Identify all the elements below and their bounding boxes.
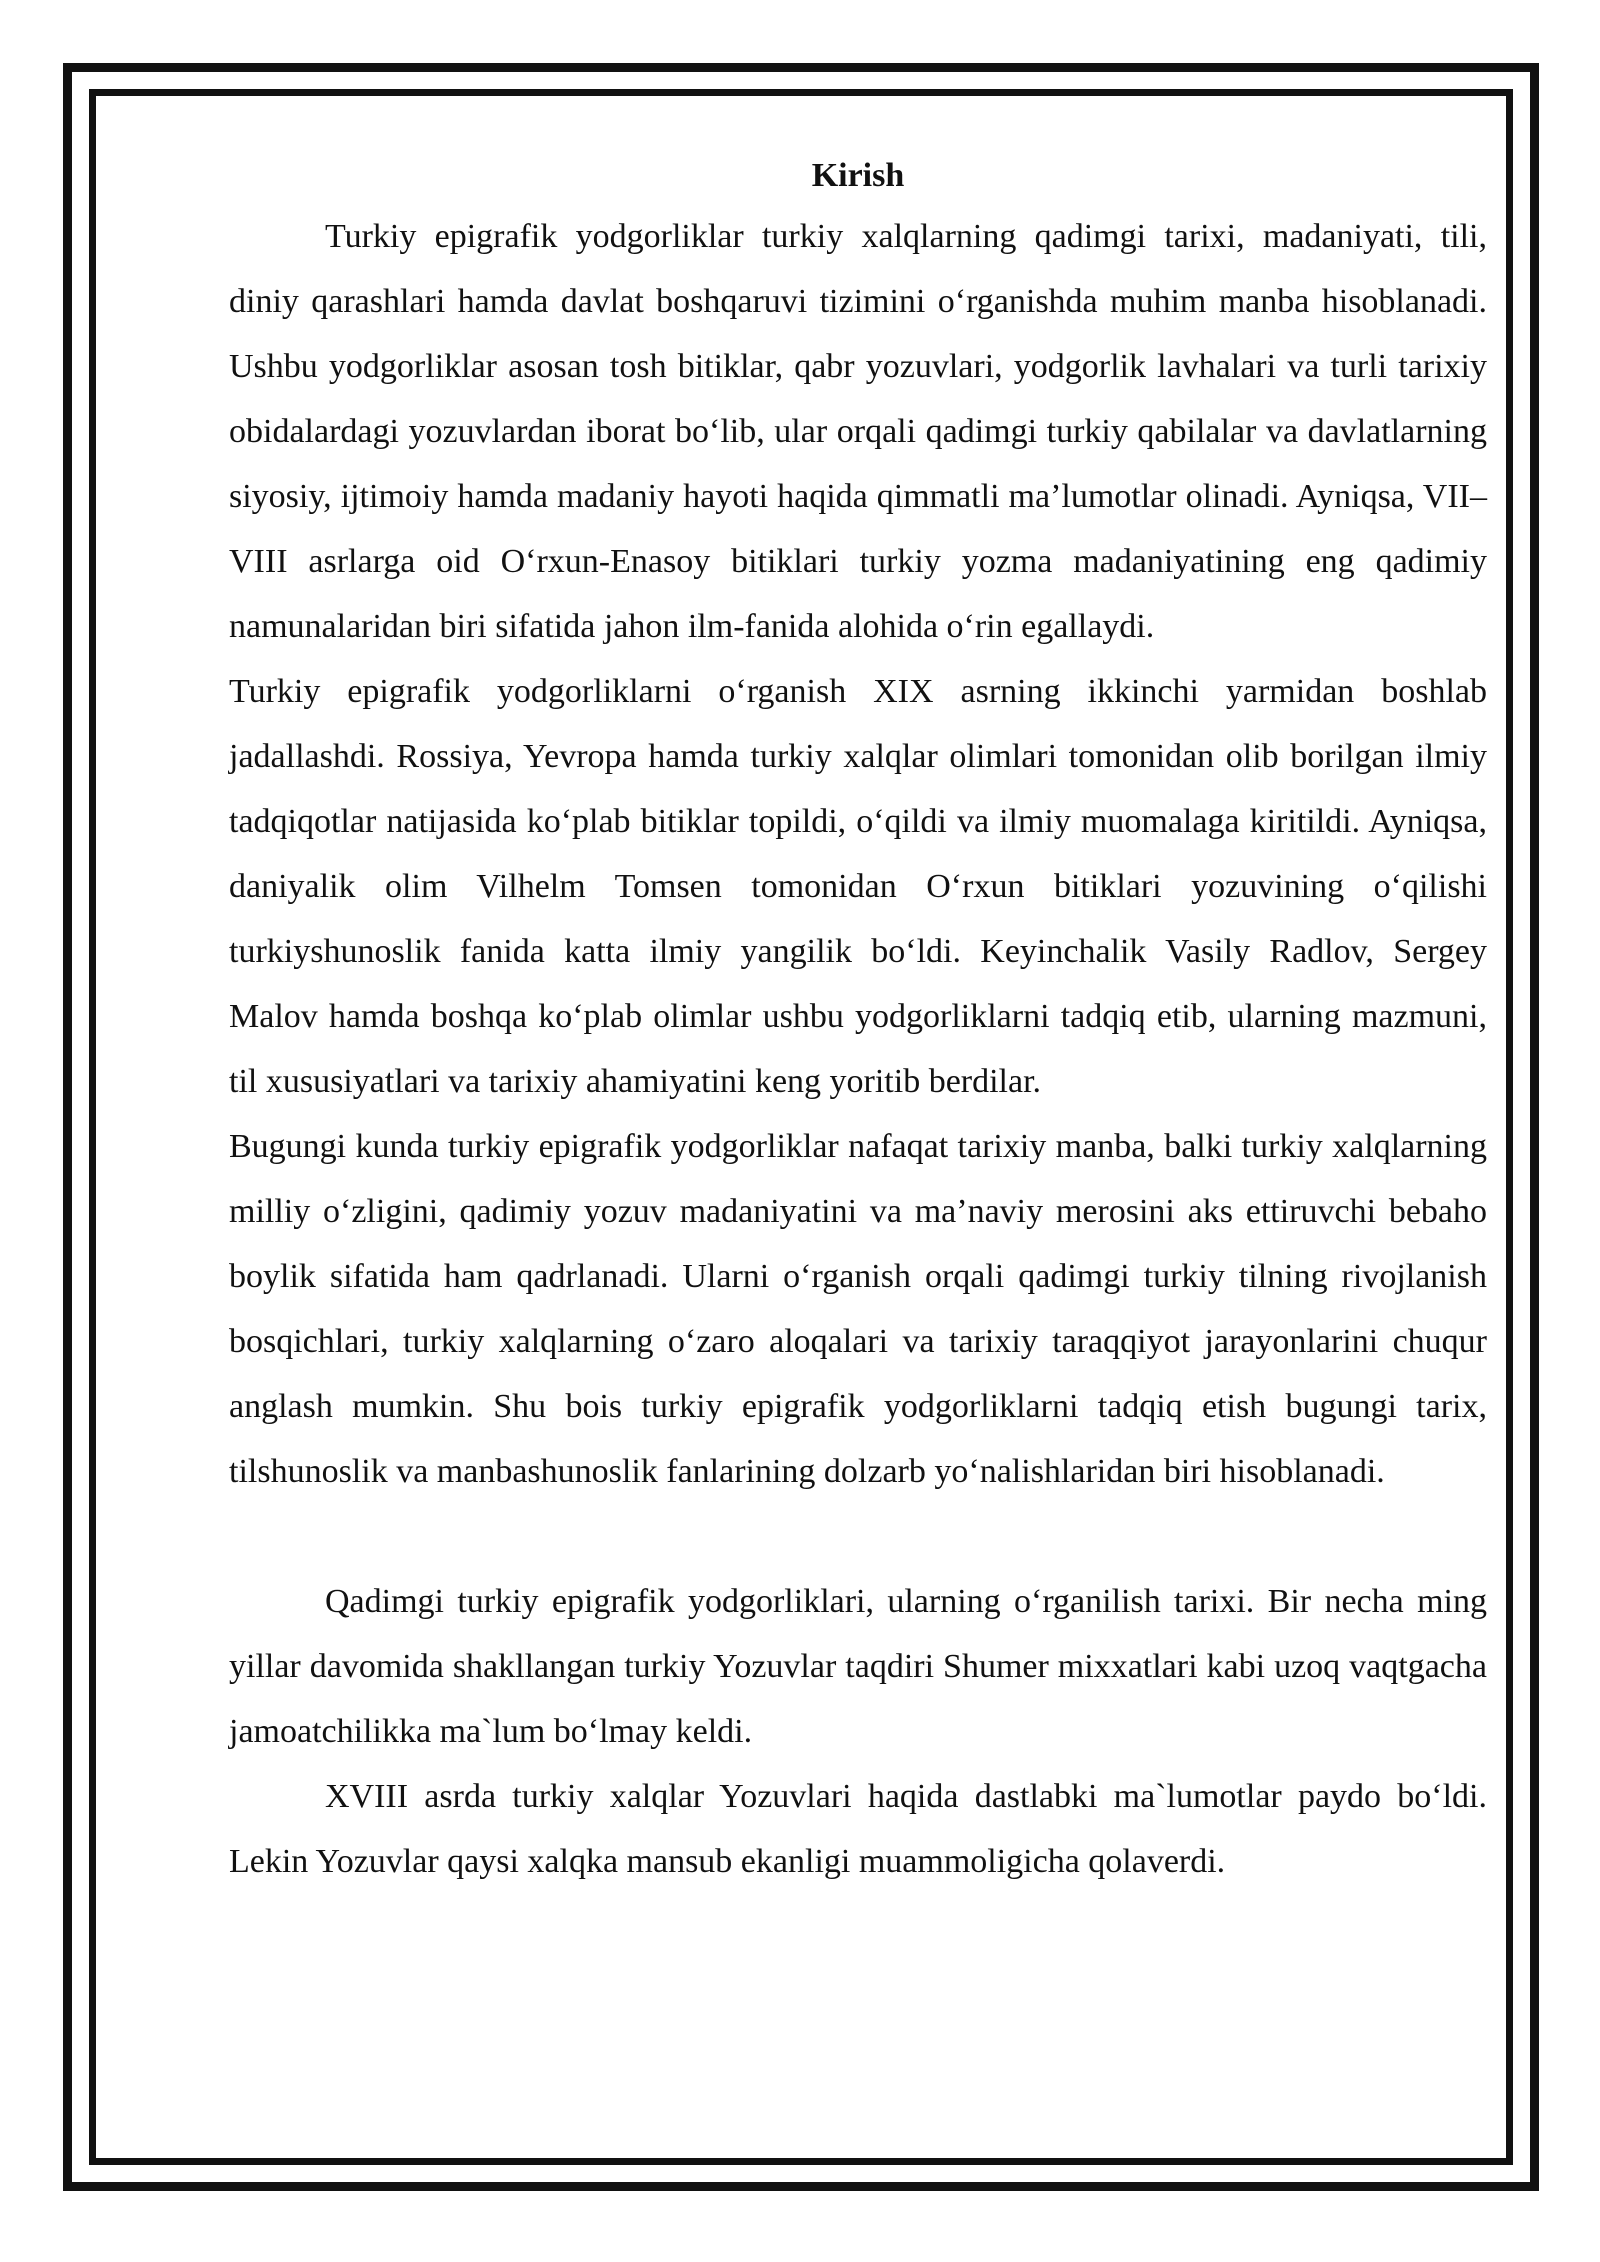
document-body (229, 148, 1487, 1894)
paragraph-spacer (229, 1504, 1487, 1569)
paragraph-2: Turkiy epigrafik yodgorliklarni o‘rganish XIX asrning ikkinchi yarmidan boshlab jadallashdi. Rossiya, Yevropa hamda turkiy xalqlar olimlari tomonidan olib borilgan ilmiy tadqiqotlar natijasida ko‘plab bitiklar topildi, o‘qildi va ilmiy muomalaga kiritildi. Ayniqsa, daniyalik olim Vilhelm Tomsen tomonidan O‘rxun bitiklari yozuvining o‘qilishi turkiyshunoslik fanida katta ilmiy yangilik bo‘ldi. Keyinchalik Vasily Radlov, Sergey Malov hamda boshqa ko‘plab olimlar ushbu yodgorliklarni tadqiq etib, ularning mazmuni, til xususiyatlari va tarixiy ahamiyatini keng yoritib berdilar. (229, 673, 1487, 1100)
paragraph-5: XVIII asrda turkiy xalqlar Yozuvlari haqida dastlabki ma`lumotlar paydo bo‘ldi. Lekin Yozuvlar qaysi xalqka mansub ekanligi muammoligicha qolaverdi. (229, 1778, 1487, 1880)
paragraph-4: Qadimgi turkiy epigrafik yodgorliklari, ularning o‘rganilish tarixi. Bir necha ming yillar davomida shakllangan turkiy Yozuvlar taqdiri Shumer mixxatlari kabi uzoq vaqtgacha jamoatchilikka ma`lum bo‘lmay keldi. (229, 1583, 1487, 1750)
paragraph-3: Bugungi kunda turkiy epigrafik yodgorliklar nafaqat tarixiy manba, balki turkiy xalqlarning milliy o‘zligini, qadimiy yozuv madaniyatini va ma’naviy merosini aks ettiruvchi bebaho boylik sifatida ham qadrlanadi. Ularni o‘rganish orqali qadimgi turkiy tilning rivojlanish bosqichlari, turkiy xalqlarning o‘zaro aloqalari va tarixiy taraqqiyot jarayonlarini chuqur anglash mumkin. Shu bois turkiy epigrafik yodgorliklarni tadqiq etish bugungi tarix, tilshunoslik va manbashunoslik fanlarining dolzarb yo‘nalishlaridan biri hisoblanadi. (229, 1128, 1487, 1490)
paragraph-1: Turkiy epigrafik yodgorliklar turkiy xalqlarning qadimgi tarixi, madaniyati, tili, diniy qarashlari hamda davlat boshqaruvi tizimini o‘rganishda muhim manba hisoblanadi. Ushbu yodgorliklar asosan tosh bitiklar, qabr yozuvlari, yodgorlik lavhalari va turli tarixiy obidalardagi yozuvlardan iborat bo‘lib, ular orqali qadimgi turkiy qabilalar va davlatlarning siyosiy, ijtimoiy hamda madaniy hayoti haqida qimmatli ma’lumotlar olinadi. Ayniqsa, VII–VIII asrlarga oid O‘rxun-Enasoy bitiklari turkiy yozma madaniyatining eng qadimiy namunalaridan biri sifatida jahon ilm-fanida alohida o‘rin egallaydi. (229, 218, 1487, 645)
document-heading: Kirish (811, 157, 905, 194)
